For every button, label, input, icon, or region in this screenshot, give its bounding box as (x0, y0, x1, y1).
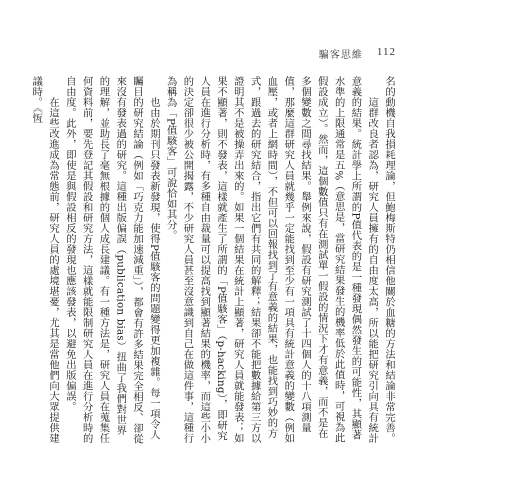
body-text (27, 76, 397, 444)
book-title: 騙客思維 (318, 50, 363, 61)
running-header (319, 46, 396, 61)
paragraph: 這群改良者認為，研究人員擁有的自由度太高，所以能把研究引向具有統計意義的結果。統計學上所謂的P值代表的是一種發現偶然發生的可能性，其顯著水準的上限通常是五%（意思是，當研究結果發生的機率低於此值時，可視為此假設成立）。然而，這個數值只有在測試單一假設的情況下才有意義，而不是在多個變數之間尋找結果。舉例來說，假設有研究測試了十四個人的十八項測量值，那麼這群研究人員就幾乎一定能找到至少有一項具有統計意義的變數（例如血壓，或者上網時間），不但可以回報找到了有意義的結果，也能找到巧妙的方式，跟過去的研究結合，指出它們有共同的解釋；結果卻不能把數據給第三方以證明其不是被操弄出來的。如果一個結果在統計上顯著，研究人員就能發表；如果不顯著，則不發表，這樣就產生了所謂的「P值駭客」（p-hacking），即研究人員在進行分析時，有多種自由裁量可以提高找到顯著結果的機率，而這些小小的決定卻很少被公開揭露，不少研究人員甚至沒意識到自己在做這件事，這種行為稱為「P值駭客」可說恰如其分。 (164, 76, 379, 444)
page-number: 112 (376, 46, 396, 58)
paragraph: 在這些改進成為常態前，研究人員的處境堪憂，尤其是當他們向大眾提供建議時。《恆 (30, 76, 60, 444)
paragraph: 也由於期刊只發表新發現，使得P值駭客的問題變得更加複雜。每一項令人矚目的研究結論（例如「巧克力能加速減重」），都會有許多結果完全相反、卻從來沒有發表過的研究。這種出版偏誤（publication bias）扭曲了我們對世界的理解，並助長了毫無根據的個人成長建議。有一種方法是，研究人員在蒐集任何資料前，要先登記其假設和研究方法，這樣就能限制研究人員在進行分析時的自由度。此外，即使是與假設相反的發現也應該發表，以避免出版偏誤。 (63, 76, 160, 444)
paragraph-continued: 名的動機自我損耗理論，但鮑梅斯特仍相信他關於血糖的方法和結論非常完善。 (383, 76, 395, 444)
